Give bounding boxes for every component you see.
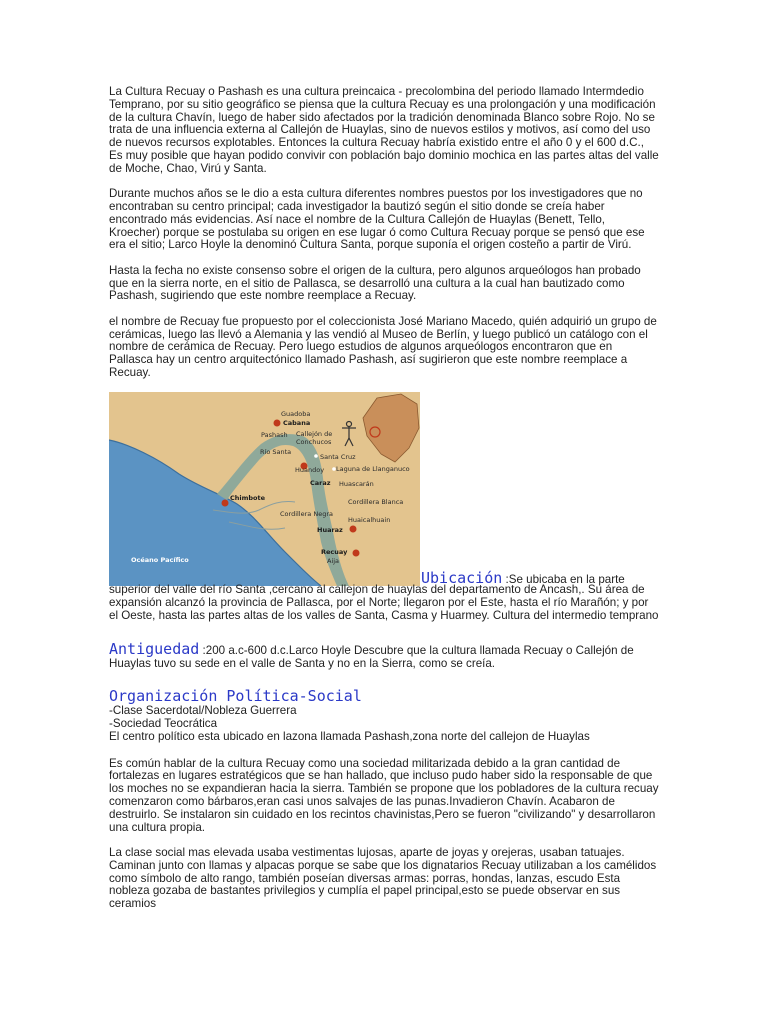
map-label-guadoba: Guadoba xyxy=(281,410,311,419)
antiguedad-block xyxy=(109,639,659,671)
map-label-pashash: Pashash xyxy=(261,431,288,440)
map-label-recuay: Recuay xyxy=(321,548,348,557)
map-label-caraz: Caraz xyxy=(310,479,331,488)
antiguedad-text: :200 a.c-600 d.c.Larco Hoyle Descubre que la cultura llamada Recuay o Callejón de Huaylas tuvo su sede en el valle de Santa y no en la Sierra, como se creía. xyxy=(109,643,634,670)
ubicacion-first-line: :Se ubicaba en la parte xyxy=(502,572,625,586)
map-label-santa-cruz: Santa Cruz xyxy=(320,453,356,462)
map-label-huaicalhuain: Huaicalhuain xyxy=(348,516,391,525)
document-body xyxy=(109,86,659,924)
militar-paragraph: Es común hablar de la cultura Recuay como una sociedad militarizada debido a la gran cantidad de fortalezas en lugares estratégicos que se han hallado, que incluso pudo haber sido la responsable de que los moches no se expandieran hacia la sierra. También se propone que los pobladores de la cultura recuay comenzaron como bárbaros,eran casi unos salvajes de las punas.Invadieron Chavín. Acabaron de destruirlo. Se instalaron sin cuidado en los recintos chavinistas,Pero se fueron "civilizando" y desarrollaron una cultura propia. xyxy=(109,756,659,834)
intro-paragraph: La Cultura Recuay o Pashash es una cultura preincaica - precolombina del periodo llamado Intermdedio Temprano, por su sitio geográfico se piensa que la cultura Recuay es una prolongación y una modificación de la cultura Chavín, luego de haber sido afectados por la tradición denominada Blanco sobre Rojo. No se trata de una influencia externa al Callejón de Huaylas, sino de nuevos estilos y motivos, así como del uso de nuevos recursos explotables. Entonces la cultura Recuay habría existido entre el año 0 y el 600 d.C., Es muy posible que hayan podido convivir con población bajo dominio mochica en las partes altas del valle de Moche, Chao, Virú y Santa. xyxy=(109,85,659,175)
ubicacion-text: superior del valle del río Santa ,cercano al callejon de huaylas del departamento de Ancash,. Su área de expansión alcanzó la provincia de Pallasca, por el Norte; llegaron por el Este, hasta el río Marañón; y por el Oeste, hasta las partes altas de los valles de Santa, Casma y Huarmey. Cultura del intermedio temprano xyxy=(109,583,659,622)
organizacion-line-2: -Sociedad Teocrática xyxy=(109,717,218,731)
map-label-oceano: Océano Pacífico xyxy=(131,556,189,565)
organizacion-line-3: El centro político esta ubicado en lazona llamada Pashash,zona norte del callejon de Huaylas xyxy=(109,729,590,743)
map-label-cabana: Cabana xyxy=(283,419,311,428)
map-label-laguna: Laguna de Llanganuco xyxy=(336,465,410,474)
map-dot-huaraz xyxy=(350,526,357,533)
map-label-aija: Aija xyxy=(327,557,340,566)
map-svg xyxy=(109,392,420,586)
ubicacion-heading: Ubicación xyxy=(421,568,503,587)
map-label-huascaran: Huascarán xyxy=(339,480,374,489)
map-dot-santa-cruz xyxy=(314,455,318,459)
antiguedad-heading: Antiguedad xyxy=(109,639,200,658)
map-label-cordillera-negra: Cordillera Negra xyxy=(280,510,333,519)
map-label-rio-santa: Río Santa xyxy=(260,448,292,457)
clase-social-paragraph: La clase social mas elevada usaba vestimentas lujosas, aparte de joyas y orejeras, usaban tatuajes. Caminan junto con llamas y alpacas porque se sabe que los dignatarios Recuay utilizaban a los camélidos como símbolo de alto rango, también poseían diversas armas: porras, hondas, lanzas, escudo Esta nobleza gozaba de bastantes privilegios y cumplía el papel principal,esto se puede observar en sus ceramios xyxy=(109,846,657,911)
map-dot-chimbote xyxy=(222,500,229,507)
map-dot-cabana xyxy=(274,420,281,427)
map-label-chimbote: Chimbote xyxy=(230,494,266,503)
map-dot-recuay xyxy=(353,550,360,557)
recuay-map xyxy=(109,392,420,586)
organizacion-heading: Organización Política-Social xyxy=(109,687,362,706)
map-label-huaraz: Huaraz xyxy=(317,526,343,535)
map-label-callejon-2: Conchucos xyxy=(296,438,332,447)
map-label-cordillera-blanca: Cordillera Blanca xyxy=(348,498,404,507)
origin-paragraph: Hasta la fecha no existe consenso sobre el origen de la cultura, pero algunos arqueólogos han probado que en la sierra norte, en el sitio de Pallasca, se desarrolló una cultura a la cual han bautizado como Pashash, sugiriendo que este nombre reemplace a Recuay. xyxy=(109,263,641,303)
organizacion-line-1: -Clase Sacerdotal/Nobleza Guerrera xyxy=(109,704,297,718)
map-label-callejon-1: Callejón de xyxy=(296,430,333,439)
map-row xyxy=(109,392,659,586)
macedo-paragraph: el nombre de Recuay fue propuesto por el coleccionista José Mariano Macedo, quién adquirió un grupo de cerámicas, luego las llevó a Alemania y las vendió al Museo de Berlín, y luego publicó un catálogo con el nombre de cerámica de Recuay. Pero luego estudios de algunos arqueólogos encontraron que en Pallasca hay un centro arquitectónico llamado Pashash, así sugirieron que este nombre reemplace a Recuay. xyxy=(109,314,657,379)
names-paragraph: Durante muchos años se le dio a esta cultura diferentes nombres puestos por los investigadores que no encontraban su centro principal; cada investigador la bautizó según el sitio donde se creía haber encontrado más evidencias. Así nace el nombre de la Cultura Callejón de Huaylas (Benett, Tello, Kroecher) porque se postulaba su origen en ese lugar ó como Cultura Recuay porque se pensó que ese era el sitio; Larco Hoyle la denominó Cultura Santa, porque suponía el origen costeño a partir de Virú. xyxy=(109,187,645,252)
map-label-huandoy: Huandoy xyxy=(295,466,325,475)
